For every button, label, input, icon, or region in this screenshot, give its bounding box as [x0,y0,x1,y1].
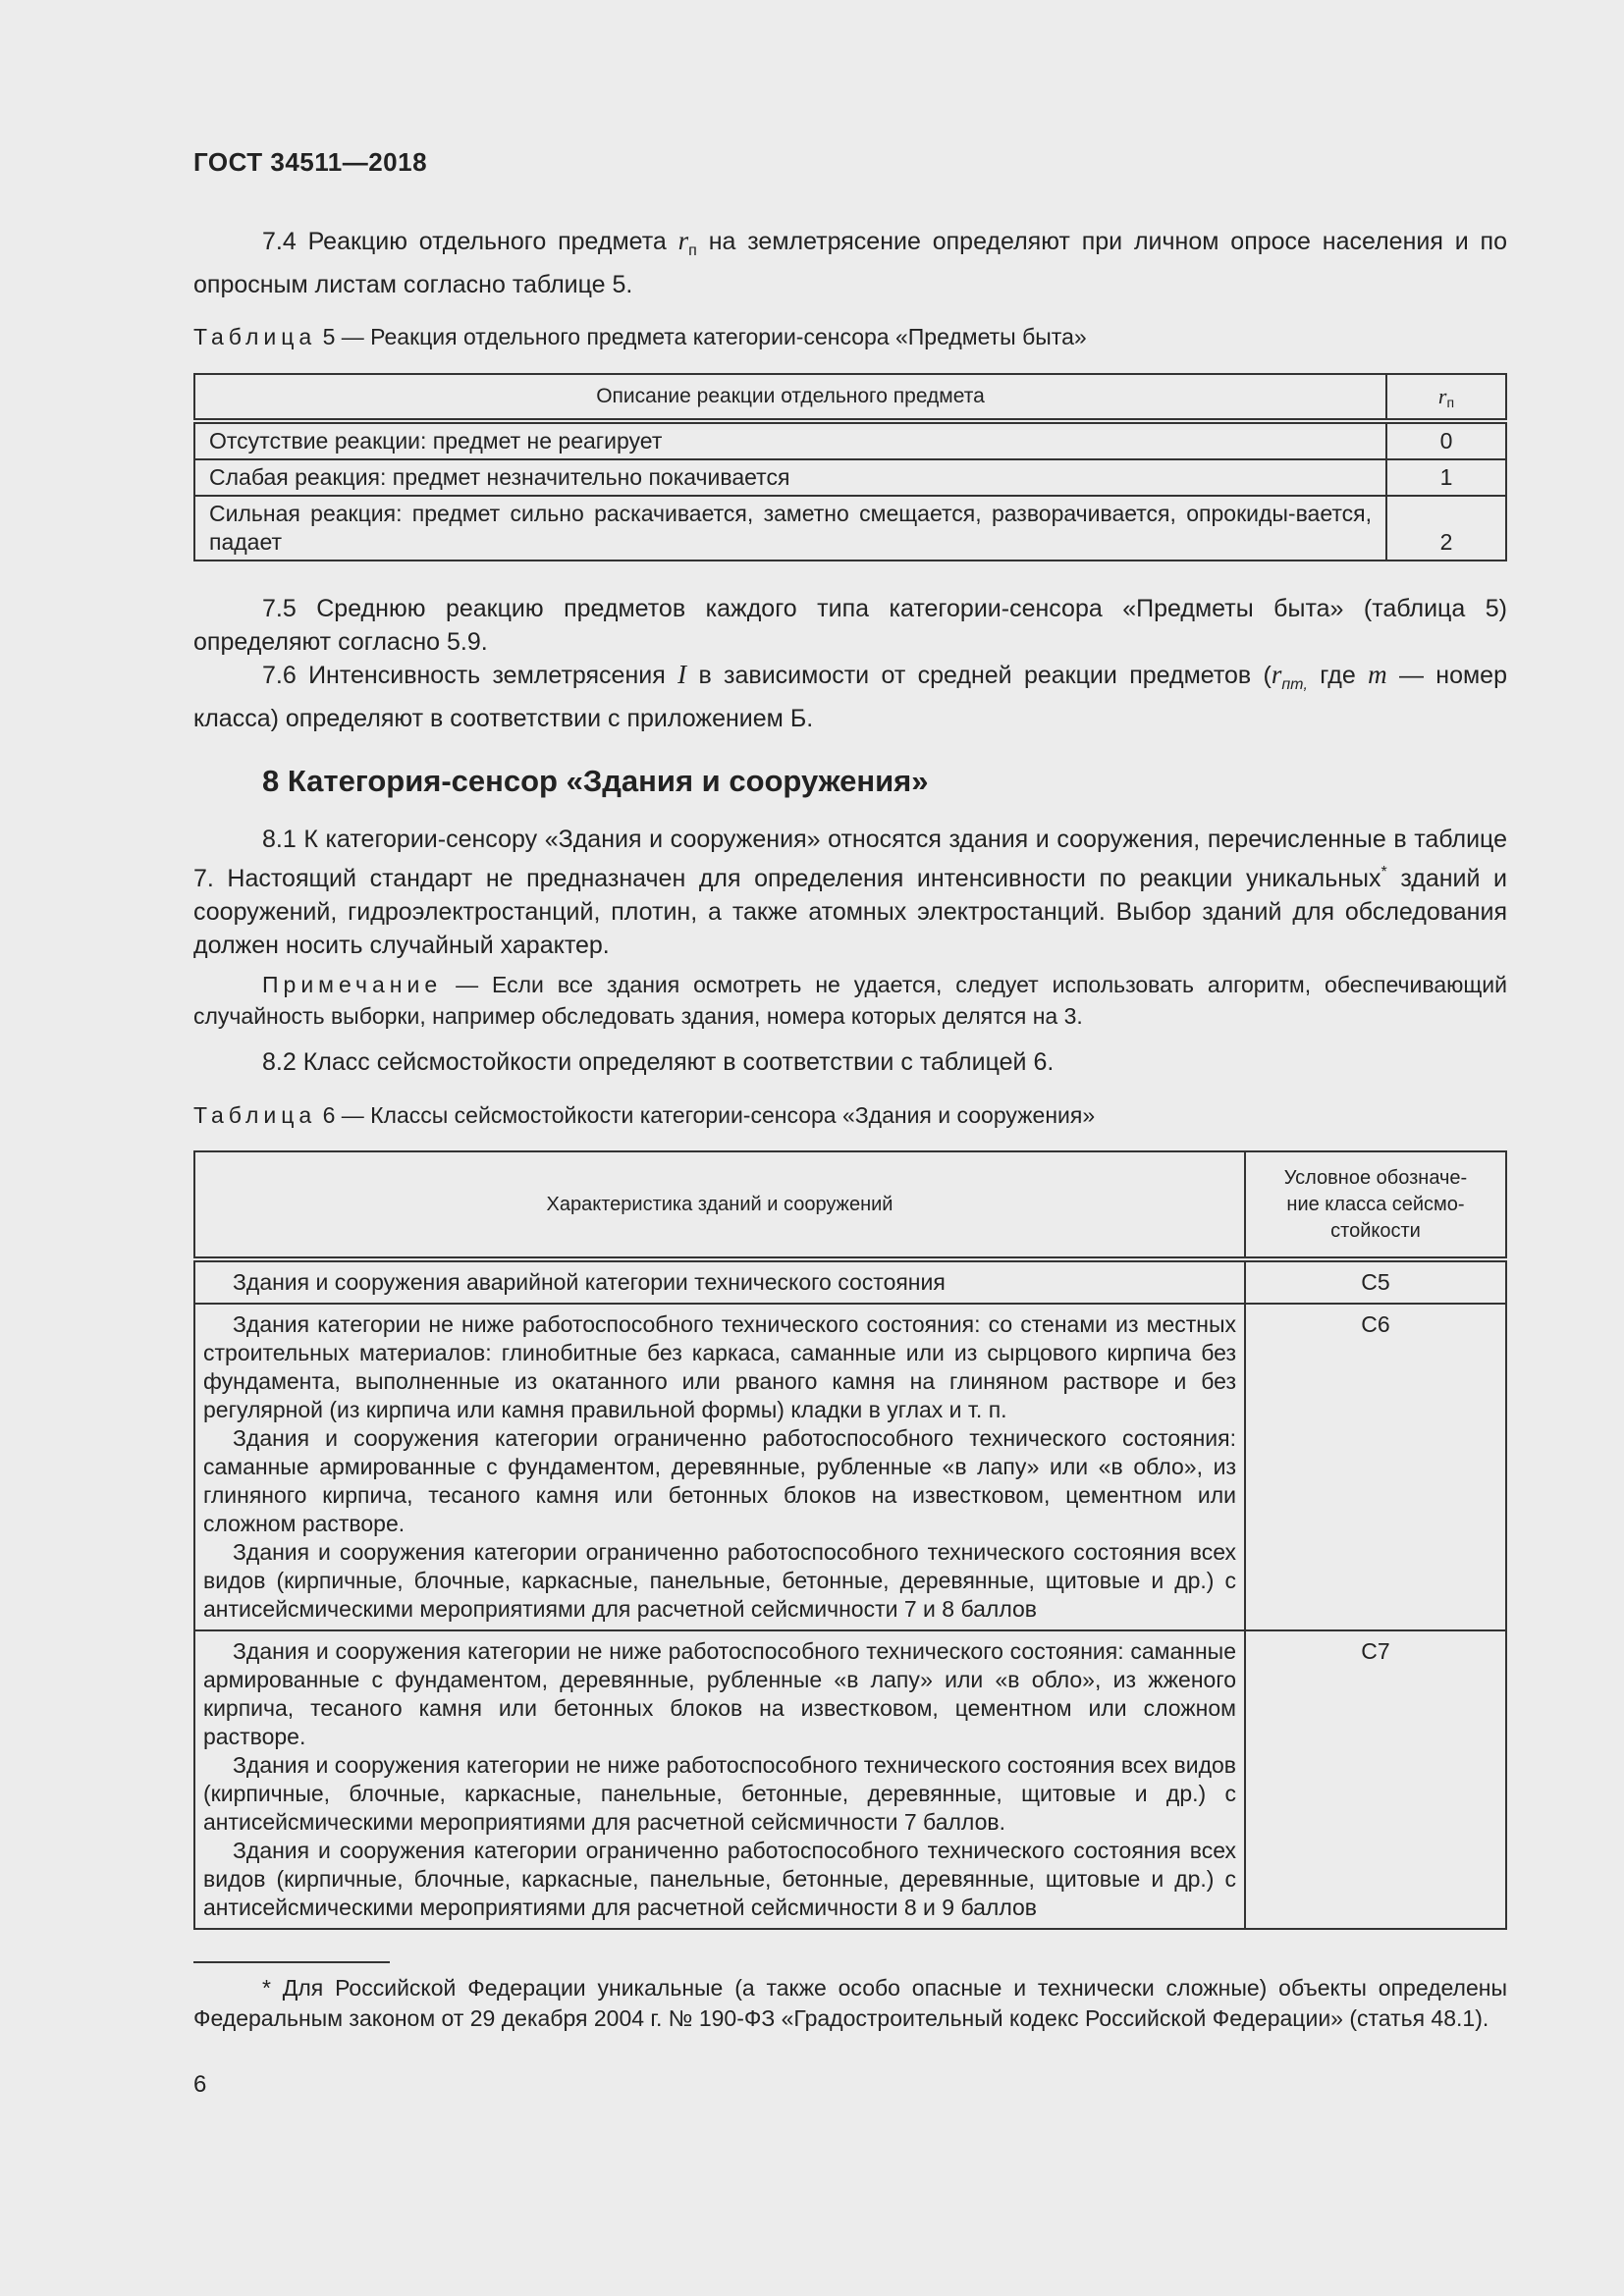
p76-var-r-sub: пm, [1281,676,1308,693]
page-number: 6 [193,2071,207,2098]
section-8-title: 8 Категория-сенсор «Здания и сооружения» [262,764,929,798]
table-5 [193,373,1507,561]
table5-row-desc: Отсутствие реакции: предмет не реагирует [194,421,1386,459]
table6-head-class-line: Условное обозначе- [1283,1166,1468,1189]
table6-caption-text: 6 — Классы сейсмостойкости категории-сенсора «Здания и сооружения» [316,1102,1096,1128]
table5-caption-text: 5 — Реакция отдельного предмета категории-сенсора «Предметы быта» [316,324,1087,349]
table6-head-class-line: стойкости [1330,1219,1421,1242]
paragraph-8-2: 8.2 Класс сейсмостойкости определяют в соответствии с таблицей 6. [262,1048,1055,1076]
footnote-separator [193,1961,390,1963]
footnote: * Для Российской Федерации уникальные (а также особо опасные и технически сложные) объекты определены Федеральным законом от 29 декабря 2004 г. № 190-ФЗ «Градостроительный кодекс Российской Федерации» (статья 48.1). [193,1975,1507,2031]
table6-row-paragraph: Здания и сооружения категории не ниже работоспособного технического состояния: саманные армированные с фундаментом, деревянные, рубленные «в лапу» или «в обло», из жженого кирпича, тесаного камня или бетонных блоков на известковом, цементном или сложном растворе. [203,1638,1236,1749]
table5-caption [193,324,1087,350]
table5-head-var [1386,374,1506,421]
p81-tail: зданий и сооружений, гидроэлектростанций, плотин, а также атомных электростанций. Выбор зданий для обследования должен носить случайный характер. [193,865,1508,959]
table6-row-class: C7 [1245,1630,1506,1929]
table-row [194,421,1506,459]
table6-row-class: C5 [1245,1259,1506,1304]
p74-lead: 7.4 Реакцию отдельного предмета [262,228,678,255]
table6-head-class [1245,1151,1506,1259]
paragraph-7-6 [193,658,1507,735]
table5-head-var-r: r [1437,383,1447,408]
table-row [194,1630,1506,1929]
note-label: Примечание [262,972,443,997]
table6-row-paragraph: Здания и сооружения категории ограниченно работоспособного технического состояния: саманные армированные с фундаментом, деревянные, рубленные «в лапу» или «в обло», из глиняного кирпича, тесаного камня или бетонных блоков на известковом, цементном или сложном растворе. [203,1425,1236,1536]
table6-caption [193,1102,1095,1129]
paragraph-7-5: 7.5 Среднюю реакцию предметов каждого типа категории-сенсора «Предметы быта» (таблица 5) определяют согласно 5.9. [193,595,1507,656]
table6-row-paragraph: Здания и сооружения категории ограниченно работоспособного технического состояния всех видов (кирпичные, блочные, каркасные, панельные, бетонные, деревянные, щитовые и др.) с антисейсмическими мероприятиями для расчетной сейсмичности 7 и 8 баллов [203,1539,1236,1622]
table6-row-paragraph: Здания и сооружения категории ограниченно работоспособного технического состояния всех видов (кирпичные, блочные, каркасные, панельные, бетонные, деревянные, щитовые и др.) с антисейсмическими мероприятиями для расчетной сейсмичности 8 и 9 баллов [203,1838,1236,1920]
table-row [194,496,1506,561]
p81-lead: 8.1 К категории-сенсору «Здания и сооружения» относятся здания и сооружения, перечисленные в таблице 7. Настоящий стандарт не предназначен для определения интенсивности по реакции уникальных [193,826,1507,892]
table-row [194,1259,1506,1304]
table5-row-desc: Слабая реакция: предмет незначительно покачивается [194,459,1386,496]
table6-header-row [194,1151,1506,1259]
table6-caption-label: Таблица [193,1102,317,1128]
table5-head-var-sub: п [1446,394,1455,410]
table6-row-class: C6 [1245,1304,1506,1630]
table6-row-paragraph: Здания категории не ниже работоспособного технического состояния: со стенами из местных строительных материалов: глинобитные без каркаса, саманные или из сырцового кирпича без фундамента, выполненные из окатанного или рваного камня на глиняном растворе и без регулярной (из кирпича или камня правильной формы) кладки в углах и т. п. [203,1311,1236,1422]
p74-var: r [677,226,689,255]
table5-row-desc: Сильная реакция: предмет сильно раскачивается, заметно смещается, разворачивается, опрокиды-вается, падает [194,496,1386,561]
table6-head-characteristic: Характеристика зданий и сооружений [194,1151,1245,1259]
p81-footnote-mark: * [1380,864,1387,881]
table6-head-class-line: ние класса сейсмо- [1286,1193,1465,1215]
p76-var-i: I [677,660,687,689]
table5-row-value: 1 [1386,459,1506,496]
table5-row-value: 0 [1386,421,1506,459]
paragraph-8-1 [193,823,1507,962]
document-code-header: ГОСТ 34511—2018 [193,147,428,177]
p74-var-sub: п [688,242,697,259]
paragraph-7-4 [193,224,1507,301]
p76-tail: — номер класса) определяют в соответствии с приложением Б. [193,662,1507,732]
note-text: — Если все здания осмотреть не удается, следует использовать алгоритм, обеспечивающий случайность выборки, например обследовать здания, номера которых делятся на 3. [193,972,1507,1029]
table6-row-paragraph: Здания и сооружения аварийной категории технического состояния [233,1269,946,1295]
table6-row-characteristic [194,1630,1245,1929]
p76-var-m: m [1368,660,1387,689]
table-6 [193,1150,1507,1930]
table-row [194,459,1506,496]
table6-row-characteristic [194,1259,1245,1304]
p76-var-r: r [1271,660,1282,689]
table-row [194,1304,1506,1630]
p76-mid: в зависимости от средней реакции предметов ( [686,662,1272,689]
table6-row-characteristic [194,1304,1245,1630]
table6-row-paragraph: Здания и сооружения категории не ниже работоспособного технического состояния всех видов (кирпичные, блочные, каркасные, панельные, бетонные, деревянные, щитовые и др.) с антисейсмическими мероприятиями для расчетной сейсмичности 7 баллов. [203,1752,1236,1835]
p74-tail: на землетрясение определяют при личном опросе населения и по опросным листам согласно таблице 5. [193,228,1507,298]
note-paragraph [193,969,1507,1032]
p76-lead: 7.6 Интенсивность землетрясения [262,662,678,689]
table5-header-row [194,374,1506,421]
table5-caption-label: Таблица [193,324,317,349]
table5-row-value: 2 [1386,496,1506,561]
p76-mid2: где [1307,662,1369,689]
table5-head-desc: Описание реакции отдельного предмета [194,374,1386,421]
